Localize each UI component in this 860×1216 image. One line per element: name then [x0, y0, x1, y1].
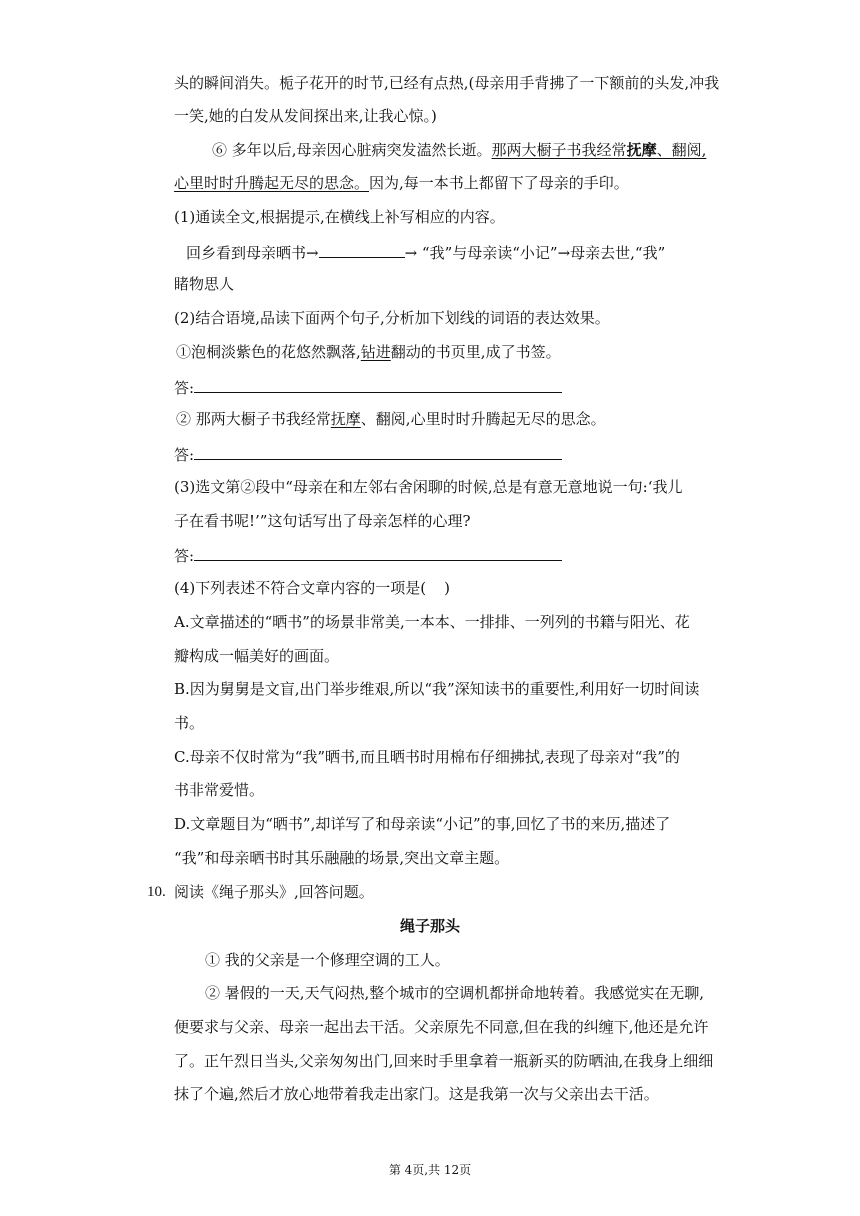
article-paragraph-1: ① 我的父亲是一个修理空调的工人。 — [205, 951, 450, 969]
option-a-line-1: A.文章描述的“晒书”的场景非常美,一本本、一排排、一列列的书籍与阳光、花 — [174, 613, 690, 631]
flow-step: → “我”与母亲读“小记”→母亲去世,“我” — [404, 244, 666, 262]
paragraph-line: 一笑,她的白发从发间探出来,让我心惊。) — [174, 107, 437, 125]
article-paragraph-2-line-1: ② 暑假的一天,天气闷热,整个城市的空调机都拼命地转着。我感觉实在无聊, — [205, 984, 705, 1002]
answer-label: 答: — [174, 446, 195, 464]
option-d-line-1: D.文章题目为“晒书”,却详写了和母亲读“小记”的事,回忆了书的来历,描述了 — [174, 815, 671, 833]
question-10-number: 10. — [147, 884, 166, 900]
underlined-word: 钻进 — [360, 343, 391, 361]
answer-line[interactable] — [194, 443, 562, 460]
paragraph-6-prefix: ⑥ 多年以后,母亲因心脏病突发溘然长逝。 — [212, 141, 492, 159]
question-4-text: (4)下列表述不符合文章内容的一项是( — [174, 579, 427, 597]
sentence-text: ①泡桐淡紫色的花悠然飘落, — [176, 343, 361, 361]
underlined-sentence-part: 、翻阅, — [656, 141, 707, 159]
option-a-line-2: 瓣构成一幅美好的画面。 — [174, 647, 340, 665]
question-1: (1)通读全文,根据提示,在横线上补写相应的内容。 — [174, 208, 505, 226]
page-footer: 第 4页,共 12页 — [388, 1163, 472, 1177]
sentence-text: 、翻阅,心里时时升腾起无尽的思念。 — [360, 410, 606, 428]
answer-line[interactable] — [194, 376, 562, 393]
fill-blank-line[interactable] — [319, 241, 405, 258]
answer-line[interactable] — [194, 544, 562, 561]
question-3-line-1: (3)选文第②段中“母亲在和左邻右舍闲聊的时候,总是有意无意地说一句:‘我儿 — [174, 478, 683, 496]
paragraph-line: 头的瞬间消失。栀子花开的时节,已经有点热,(母亲用手背拂了一下额前的头发,冲我 — [174, 74, 720, 92]
article-paragraph-2-line-2: 便要求与父亲、母亲一起出去干活。父亲原先不同意,但在我的纠缠下,他还是允许 — [174, 1018, 709, 1036]
answer-label: 答: — [174, 379, 195, 397]
option-b-line-2: 书。 — [174, 714, 205, 732]
underlined-word: 抚摩 — [330, 410, 361, 428]
sentence-text: ② 那两大橱子书我经常 — [176, 410, 331, 428]
paragraph-6-line-1 — [212, 140, 706, 160]
paragraph-6-line-2 — [174, 173, 629, 193]
sentence-text: 翻动的书页里,成了书签。 — [390, 343, 561, 361]
flow-step: 睹物思人 — [174, 275, 235, 293]
question-2: (2)结合语境,品读下面两个句子,分析加下划线的词语的表达效果。 — [174, 309, 610, 327]
question-3-line-2: 子在看书呢!’”这句话写出了母亲怎样的心理? — [174, 512, 471, 530]
bold-word-fumo: 抚摩 — [626, 141, 657, 159]
option-c-line-1: C.母亲不仅时常为“我”晒书,而且晒书时用棉布仔细拂拭,表现了母亲对“我”的 — [174, 748, 680, 766]
article-paragraph-2-line-4: 抹了个遍,然后才放心地带着我走出家门。这是我第一次与父亲出去干活。 — [174, 1085, 659, 1103]
article-title: 绳子那头 — [399, 917, 460, 935]
option-b-line-1: B.因为舅舅是文盲,出门举步维艰,所以“我”深知读书的重要性,利用好一切时间读 — [174, 680, 700, 698]
question-10-text: 阅读《绳子那头》,回答问题。 — [174, 883, 374, 901]
option-c-line-2: 书非常爱惜。 — [174, 781, 265, 799]
question-1-flow — [186, 241, 665, 263]
answer-row-1 — [174, 376, 562, 398]
question-4-close: ) — [444, 579, 450, 597]
option-d-line-2: “我”和母亲晒书时其乐融融的场景,突出文章主题。 — [174, 849, 510, 867]
flow-step: 回乡看到母亲晒书→ — [186, 244, 319, 262]
article-paragraph-2-line-3: 了。正午烈日当头,父亲匆匆出门,回来时手里拿着一瓶新买的防晒油,在我身上细细 — [174, 1052, 714, 1070]
underlined-sentence-part: 那两大橱子书我经常 — [491, 141, 627, 159]
sentence-1 — [176, 342, 561, 362]
answer-label: 答: — [174, 547, 195, 565]
underlined-sentence-part: 心里时时升腾起无尽的思念。 — [174, 174, 370, 192]
question-4 — [174, 578, 450, 598]
sentence-2 — [176, 409, 606, 429]
answer-row-2 — [174, 443, 562, 465]
paragraph-6-suffix: 因为,每一本书上都留下了母亲的手印。 — [369, 174, 629, 192]
answer-row-3 — [174, 544, 562, 566]
